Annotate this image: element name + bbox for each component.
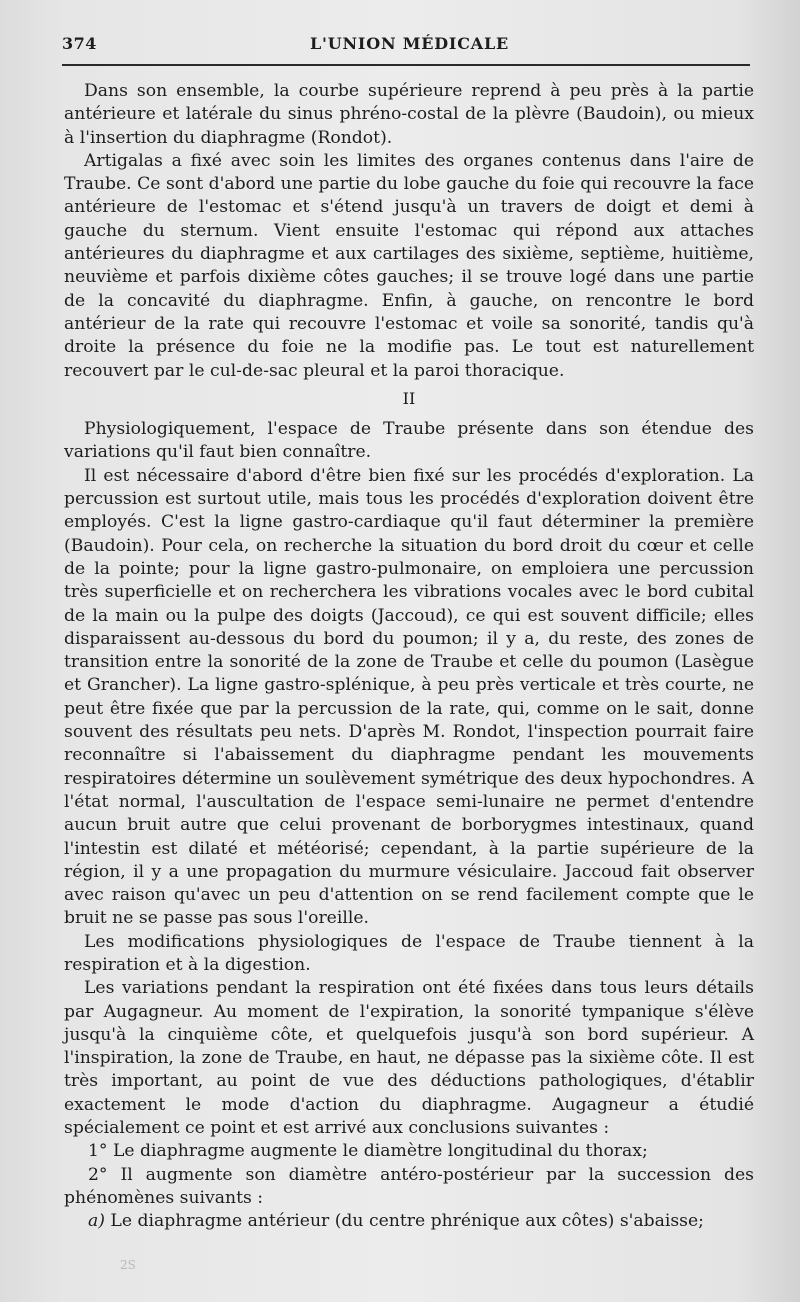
signature-mark: 2S	[120, 1258, 136, 1272]
page-number: 374	[62, 34, 97, 53]
list-item-a	[64, 1210, 754, 1233]
article-body	[64, 80, 754, 1234]
running-header	[62, 34, 752, 58]
paragraph-modifications: Les modifications physiologiques de l'espace de Traube tiennent à la respiration et à la digestion.	[64, 931, 754, 975]
section-heading-ii: II	[402, 388, 416, 408]
paragraph-exploration: Il est nécessaire d'abord d'être bien fixé sur les procédés d'exploration. La percussion est surtout utile, mais tous les procédés d'exploration doivent être employés. C'est la ligne gastro-cardiaque qu'il faut déterminer la première (Baudoin). Pour cela, on recherche la situation du bord droit du cœur et celle de la pointe; pour la ligne gastro-pulmonaire, on emploiera une percussion très superficielle et on recherchera les vibrations vocales avec le bord cubital de la main ou la pulpe des doigts (Jaccoud), ce qui est souvent difficile; elles disparaissent au-dessous du bord du poumon; il y a, du reste, des zones de transition entre la sonorité de la zone de Traube et celle du poumon (Lasègue et Grancher). La ligne gastro-splénique, à peu près verticale et très courte, ne peut être fixée que par la percussion de la rate, qui, comme on le sait, donne souvent des résultats peu nets. D'après M. Rondot, l'inspection pourrait faire reconnaître si l'abaissement du diaphragme pendant les mouvements respiratoires détermine un soulèvement symétrique des deux hypochondres. A l'état normal, l'auscultation de l'espace semi-lunaire ne permet d'entendre aucun bruit autre que celui provenant de borborygmes intestinaux, quand l'intestin est dilaté et météorisé; cependant, à la partie supérieure de la région, il y a une propagation du murmure vésiculaire. Jaccoud fait observer avec raison qu'avec un peu d'attention on se rend facilement compte que le bruit ne se passe pas sous l'oreille.	[64, 465, 754, 929]
list-item-1: 1° Le diaphragme augmente le diamètre longitudinal du thorax;	[88, 1141, 648, 1162]
header-rule	[62, 64, 750, 66]
paragraph-respiration: Les variations pendant la respiration ont été fixées dans tous leurs détails par Augagneur. Au moment de l'expiration, la sonorité tympanique s'élève jusqu'à la cinquième côte, et quelquefois jusqu'à son bord supérieur. A l'inspiration, la zone de Traube, en haut, ne dépasse pas la sixième côte. Il est très important, au point de vue des déductions pathologiques, d'établir exactement le mode d'action du diaphragme. Augagneur a étudié spécialement ce point et est arrivé aux conclusions suivantes :	[64, 978, 754, 1139]
paragraph-artigalas: Artigalas a fixé avec soin les limites des organes contenus dans l'aire de Traube. Ce sont d'abord une partie du lobe gauche du foie qui recouvre la face antérieure de l'estomac et s'étend jusqu'à un travers de doigt et demi à gauche du sternum. Vient ensuite l'estomac qui répond aux attaches antérieures du diaphragme et aux cartilages des sixième, septième, huitième, neuvième et parfois dixième côtes gauches; il se trouve logé dans une partie de la concavité du diaphragme. Enfin, à gauche, on rencontre le bord antérieur de la rate qui recouvre l'estomac et voile sa sonorité, tandis qu'à droite la présence du foie ne la modifie pas. Le tout est naturellement recouvert par le cul-de-sac pleural et la paroi thoracique.	[64, 150, 754, 381]
paragraph-physiologiquement: Physiologiquement, l'espace de Traube présente dans son étendue des variations qu'il faut bien connaître.	[64, 419, 754, 463]
list-item-a-marker: a)	[88, 1211, 105, 1232]
list-item-a-text: Le diaphragme antérieur (du centre phrénique aux côtes) s'abaisse;	[104, 1211, 704, 1232]
paragraph-curve-description: Dans son ensemble, la courbe supérieure reprend à peu près à la partie antérieure et latérale du sinus phréno-costal de la plèvre (Baudoin), ou mieux à l'insertion du diaphragme (Rondot).	[64, 81, 754, 148]
journal-title: L'UNION MÉDICALE	[310, 34, 510, 53]
list-item-2: 2° Il augmente son diamètre antéro-postérieur par la succession des phénomènes suivants :	[64, 1164, 754, 1208]
